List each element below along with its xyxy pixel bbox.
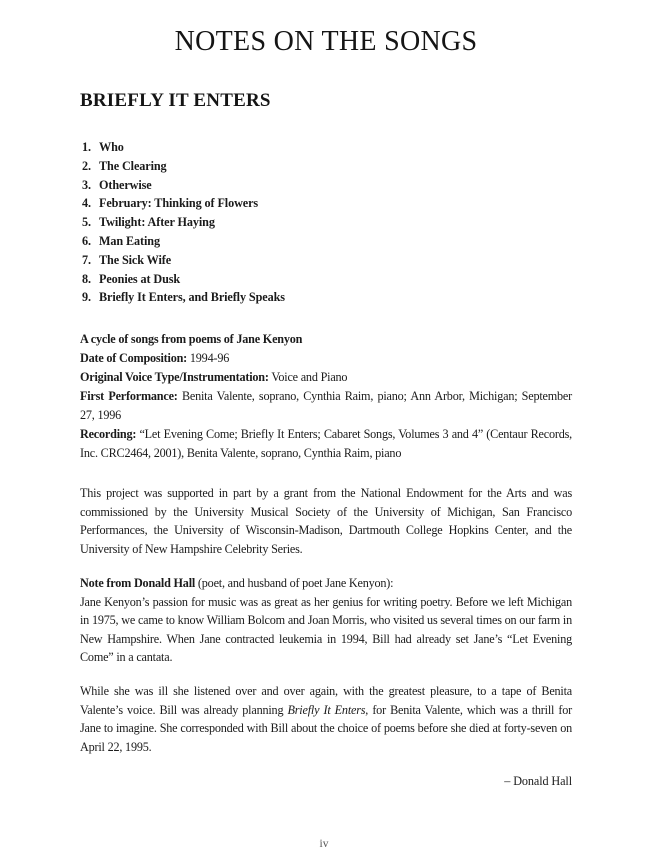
signature: – Donald Hall (504, 774, 572, 789)
section-heading: BRIEFLY IT ENTERS (80, 90, 271, 111)
note-paragraph-2-text-end: , for Benita Valente, which was a thrill for Jane to imagine. She corresponded with Bill about the choice of poems before she died at forty-seven on April 22, 1995. (80, 702, 572, 754)
song-number: 3. (82, 177, 91, 192)
song-list-item (82, 251, 572, 270)
note-paragraph-2-text: While she was ill she listened over and over again, with the greatest pleasure, to a tape of Benita Valente’s voice. Bill was already planning (80, 683, 572, 717)
song-title: Otherwise (99, 177, 152, 192)
field-value: 1994-96 (187, 351, 230, 366)
song-number: 4. (82, 196, 91, 211)
song-number: 5. (82, 215, 91, 230)
song-title: Briefly It Enters, and Briefly Speaks (99, 290, 285, 305)
song-number: 6. (82, 233, 91, 248)
song-number: 1. (82, 140, 91, 154)
song-title: Who (99, 140, 124, 154)
field-value: “Let Evening Come; Briefly It Enters; Cabaret Songs, Volumes 3 and 4” (Centaur Records, Inc. CRC2464, 2001), Benita Valente, soprano, Cynthia Raim, piano (80, 427, 572, 461)
page-number: iv (319, 838, 329, 850)
note-paragraph-2 (80, 682, 572, 756)
song-title: The Sick Wife (99, 252, 172, 267)
metadata-field-date (80, 349, 572, 368)
work-title-italic: Briefly It Enters (287, 702, 366, 717)
song-list-item (82, 270, 572, 289)
song-list-item (82, 288, 572, 307)
field-value: Benita Valente, soprano, Cynthia Raim, piano; Ann Arbor, Michigan; September 27, 1996 (80, 389, 573, 423)
metadata-field-first-performance (80, 387, 572, 425)
page-title: NOTES ON THE SONGS (174, 26, 478, 57)
field-label: Recording: (80, 427, 137, 442)
note-heading-label: Note from Donald Hall (80, 575, 196, 590)
song-list-item (82, 213, 572, 232)
song-title: Twilight: After Haying (99, 215, 215, 230)
song-number: 8. (82, 271, 91, 286)
song-list-item (82, 138, 572, 157)
song-title: Peonies at Dusk (99, 271, 181, 286)
song-list-item (82, 176, 572, 195)
metadata-field-instrumentation (80, 368, 572, 387)
song-list-item (82, 232, 572, 251)
song-number: 7. (82, 252, 91, 267)
field-label: Original Voice Type/Instrumentation: (80, 370, 269, 385)
note-heading (80, 574, 572, 593)
song-list-item (82, 194, 572, 213)
song-list (82, 138, 572, 307)
note-heading-rest: (poet, and husband of poet Jane Kenyon): (195, 575, 394, 590)
song-number: 2. (82, 158, 91, 173)
cycle-line: A cycle of songs from poems of Jane Kenyon (80, 332, 303, 347)
song-title: February: Thinking of Flowers (99, 196, 259, 211)
field-value: Voice and Piano (268, 370, 348, 385)
metadata-field-recording (80, 425, 572, 463)
field-label: Date of Composition: (80, 351, 188, 366)
field-label: First Performance: (80, 389, 178, 404)
song-list-item (82, 157, 572, 176)
song-number: 9. (82, 290, 91, 305)
metadata-block (80, 330, 572, 463)
note-paragraph-1: Jane Kenyon’s passion for music was as great as her genius for writing poetry. Before we left Michigan in 1975, we came to know William Bolcom and Joan Morris, who visited us several times on our farm in New Hampshire. When Jane contracted leukemia in 1994, Bill had already set Jane’s “Let Evening Come” in a cantata. (80, 594, 572, 665)
song-title: The Clearing (99, 158, 167, 173)
grant-paragraph: This project was supported in part by a grant from the National Endowment for the Arts and was commissioned by the University Musical Society of the University of Michigan, San Francisco Performances, the University of Wisconsin-Madison, Dartmouth College Hopkins Center, and the University of New Hampshire Celebrity Series. (80, 486, 572, 556)
song-title: Man Eating (99, 233, 160, 248)
